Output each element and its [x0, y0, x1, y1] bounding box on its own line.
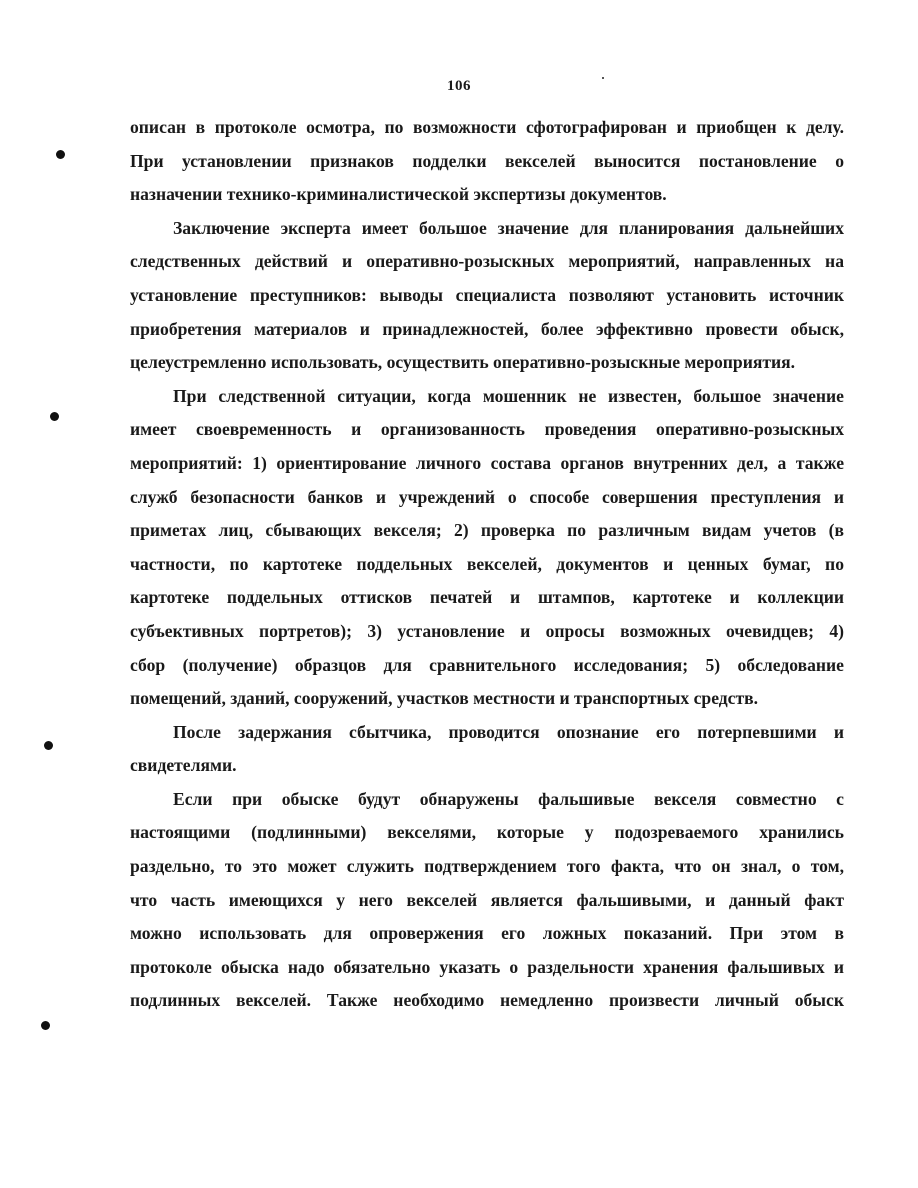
text-line: помещений, зданий, сооружений, участков местности и транспортных средств.: [130, 688, 759, 709]
paragraph: [130, 212, 844, 380]
punch-hole-mark: [44, 741, 53, 750]
text-line: частности, по картотеке поддельных векселей, документов и ценных бумаг, по: [130, 553, 844, 574]
text-line: мероприятий: 1) ориентирование личного состава органов внутренних дел, а также: [130, 452, 844, 473]
text-line: имеет своевременность и организованность проведения оперативно-розыскных: [130, 419, 844, 440]
text-line: подлинных векселей. Также необходимо немедленно произвести личный обыск: [130, 990, 844, 1011]
text-line: настоящими (подлинными) векселями, которые у подозреваемого хранились: [130, 822, 844, 843]
text-line: протоколе обыска надо обязательно указать о раздельности хранения фальшивых и: [130, 956, 844, 977]
text-line: установление преступников: выводы специалиста позволяют установить источник: [130, 284, 844, 305]
punch-hole-mark: [56, 150, 65, 159]
body-text: [130, 111, 844, 1018]
text-line: сбор (получение) образцов для сравнительного исследования; 5) обследование: [130, 654, 844, 675]
text-line: назначении технико-криминалистической экспертизы документов.: [130, 184, 667, 205]
scan-speck: [602, 77, 604, 79]
paragraph: [130, 111, 844, 212]
text-line: описан в протоколе осмотра, по возможности сфотографирован и приобщен к делу.: [130, 117, 844, 137]
text-line: можно использовать для опровержения его ложных показаний. При этом в: [130, 923, 844, 944]
text-line: При установлении признаков подделки векселей выносится постановление о: [130, 150, 844, 171]
text-line: приметах лиц, сбывающих векселя; 2) проверка по различным видам учетов (в: [130, 520, 844, 541]
paragraph: [130, 716, 844, 783]
text-line: что часть имеющихся у него векселей является фальшивыми, и данный факт: [130, 889, 844, 910]
text-line: раздельно, то это может служить подтверждением того факта, что он знал, о том,: [130, 856, 844, 877]
text-line: служб безопасности банков и учреждений о способе совершения преступления и: [130, 486, 844, 507]
paragraph: [130, 380, 844, 716]
text-line: Если при обыске будут обнаружены фальшивые векселя совместно с: [173, 788, 844, 809]
text-line: приобретения материалов и принадлежностей, более эффективно провести обыск,: [130, 318, 844, 339]
text-line: целеустремленно использовать, осуществить оперативно-розыскные мероприятия.: [130, 352, 796, 373]
text-line: следственных действий и оперативно-розыскных мероприятий, направленных на: [130, 251, 844, 272]
paragraph: [130, 783, 844, 1018]
text-line: картотеке поддельных оттисков печатей и штампов, картотеке и коллекции: [130, 587, 844, 608]
text-line: свидетелями.: [130, 755, 237, 776]
punch-hole-mark: [41, 1021, 50, 1030]
text-line: После задержания сбытчика, проводится опознание его потерпевшими и: [173, 721, 844, 742]
text-line: субъективных портретов); 3) установление и опросы возможных очевидцев; 4): [130, 620, 844, 641]
page-number: 106: [447, 78, 471, 94]
punch-hole-mark: [50, 412, 59, 421]
text-line: При следственной ситуации, когда мошенник не известен, большое значение: [173, 385, 844, 406]
text-line: Заключение эксперта имеет большое значение для планирования дальнейших: [173, 217, 844, 238]
